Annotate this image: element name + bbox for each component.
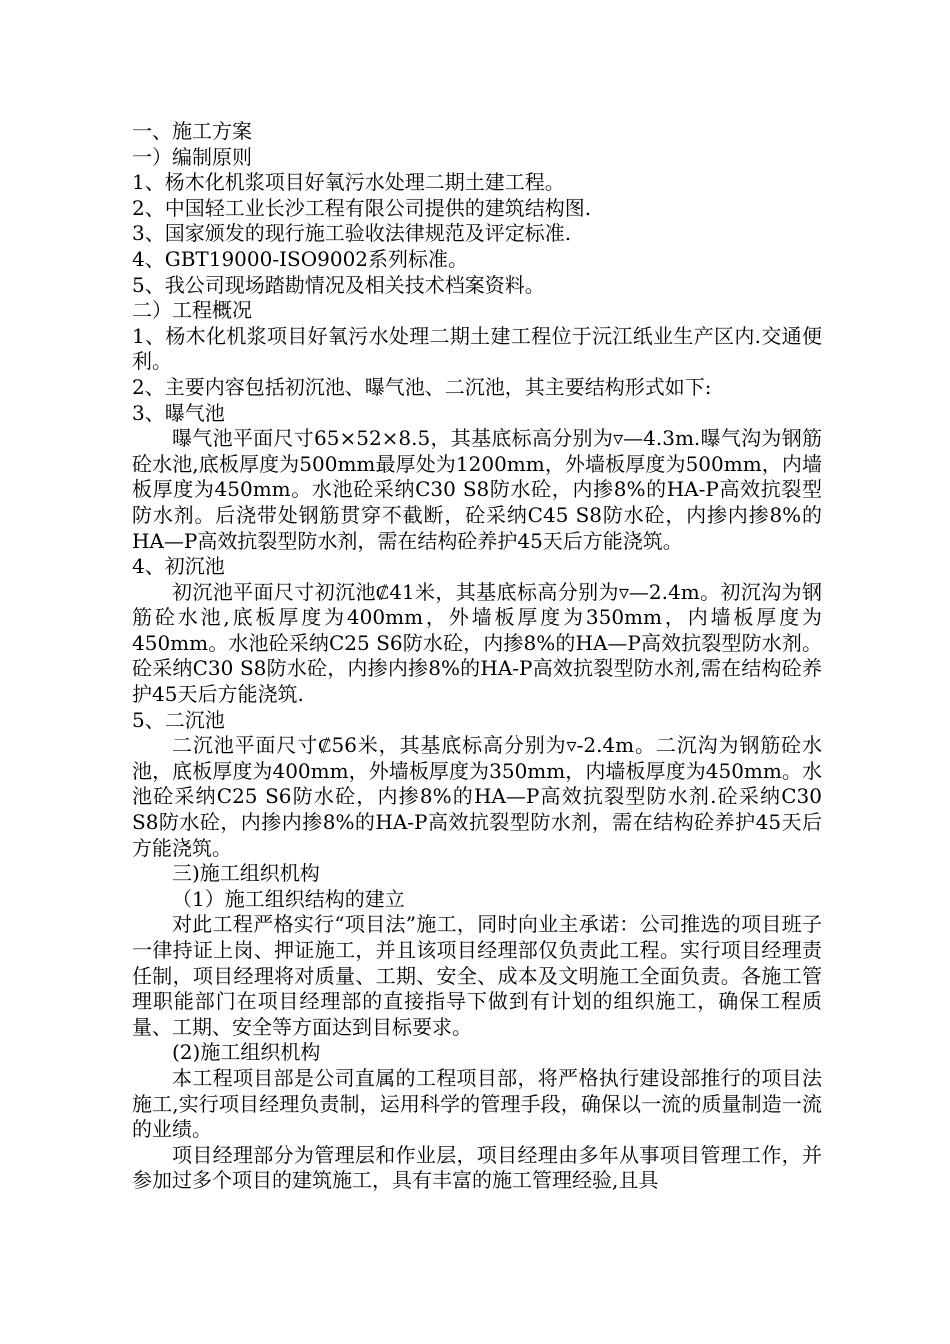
subheading-primary-settling-tank: 4、初沉池: [132, 554, 225, 579]
paragraph: 2、主要内容包括初沉池、曝气池、二沉池，其主要结构形式如下:: [132, 374, 712, 399]
paragraph: 对此工程严格实行“项目法”施工，同时向业主承诺：公司推选的项目班子一律持证上岗、押证施工，并且该项目经理部仅负责此工程。实行项目经理责任制，项目经理将对质量、工期、安全、成本及文明施工全面负责。各施工管理职能部门在项目经理部的直接指导下做到有计划的组织施工，确保工程质量、工期、安全等方面达到目标要求。: [132, 912, 822, 1039]
list-item: 1、杨木化机浆项目好氧污水处理二期土建工程。: [132, 170, 565, 195]
subheading: (2)施工组织机构: [172, 1040, 321, 1065]
list-item: 3、国家颁发的现行施工验收法律规范及评定标准.: [132, 221, 572, 246]
section-heading-project-overview: 二）工程概况: [132, 298, 252, 323]
subheading: （1）施工组织结构的建立: [172, 886, 405, 911]
subheading-aeration-tank: 3、曝气池: [132, 400, 225, 425]
document-body: [132, 119, 822, 1194]
paragraph: 1、杨木化机浆项目好氧污水处理二期土建工程位于沅江纸业生产区内.交通便利。: [132, 323, 822, 374]
document-title: 一、施工方案: [132, 119, 252, 143]
subheading-secondary-settling-tank: 5、二沉池: [132, 707, 225, 732]
paragraph: 本工程项目部是公司直属的工程项目部，将严格执行建设部推行的项目法施工,实行项目经理负责制，运用科学的管理手段，确保以一流的质量制造一流的业绩。: [132, 1065, 822, 1142]
list-item: 2、中国轻工业长沙工程有限公司提供的建筑结构图.: [132, 195, 592, 220]
section-heading-construction-organization: 三)施工组织机构: [172, 861, 320, 886]
list-item: 4、GBT19000-ISO9002系列标准。: [132, 246, 469, 271]
paragraph: 项目经理部分为管理层和作业层，项目经理由多年从事项目管理工作，并参加过多个项目的建筑施工，具有丰富的施工管理经验,且具: [132, 1142, 822, 1193]
paragraph: 初沉池平面尺寸初沉池₡41米，其基底标高分别为▿—2.4m。初沉沟为钢筋砼水池,底板厚度为400mm，外墙板厚度为350mm，内墙板厚度为450mm。水池砼采纳C25 S6防水砼，内掺8%的HA—P高效抗裂型防水剂。砼采纳C30 S8防水砼，内掺内掺8%的HA-P高效抗裂型防水剂,需在结构砼养护45天后方能浇筑.: [132, 579, 822, 707]
paragraph: 二沉池平面尺寸₡56米，其基底标高分别为▿-2.4m。二沉沟为钢筋砼水池，底板厚度为400mm，外墙板厚度为350mm，内墙板厚度为450mm。水池砼采纳C25 S6防水砼，内掺8%的HA—P高效抗裂型防水剂.砼采纳C30 S8防水砼，内掺内掺8%的HA-P高效抗裂型防水剂，需在结构砼养护45天后方能浇筑。: [132, 733, 822, 860]
paragraph: 曝气池平面尺寸65×52×8.5，其基底标高分别为▿—4.3m.曝气沟为钢筋砼水池,底板厚度为500mm最厚处为1200mm，外墙板厚度为500mm，内墙板厚度为450mm。水池砼采纳C30 S8防水砼，内掺8%的HA-P高效抗裂型防水剂。后浇带处钢筋贯穿不截断，砼采纳C45 S8防水砼，内掺内掺8%的HA—P高效抗裂型防水剂，需在结构砼养护45天后方能浇筑。: [132, 426, 822, 553]
list-item: 5、我公司现场踏勘情况及相关技术档案资料。: [132, 272, 545, 297]
section-heading-compilation-principles: 一）编制原则: [132, 144, 252, 169]
